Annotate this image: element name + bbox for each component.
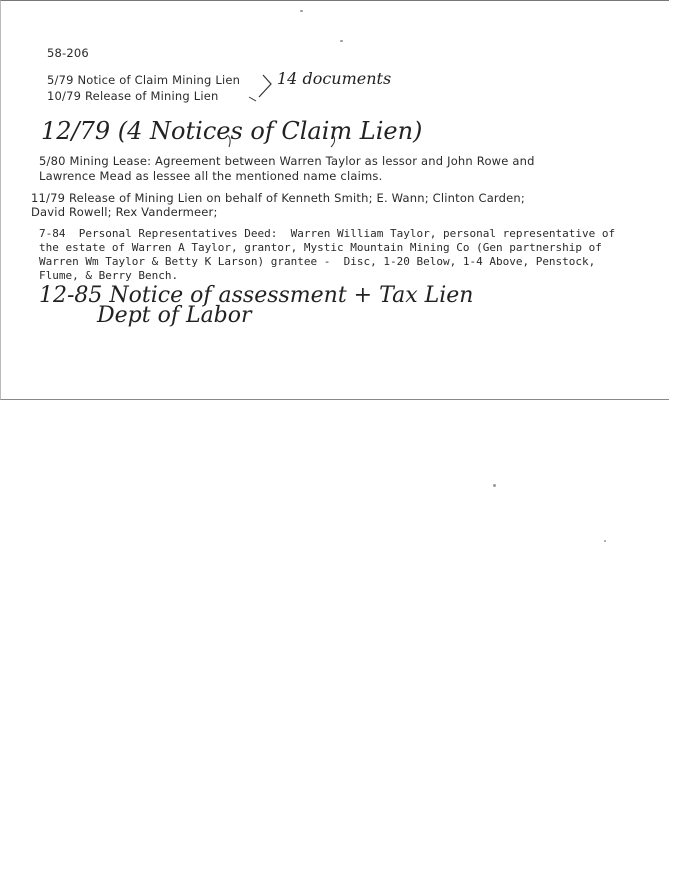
entry-mining-lease-cont: Lawrence Mead as lessee all the mentioned name claims. bbox=[39, 169, 383, 183]
handwritten-1285-note: 12-85 Notice of assessment + Tax Lien bbox=[39, 283, 474, 308]
entry-deed-cont-3: Flume, & Berry Bench. bbox=[39, 269, 179, 282]
entry-release-behalf-cont: David Rowell; Rex Vandermeer; bbox=[31, 205, 218, 219]
entry-deed: 7-84 Personal Representatives Deed: Warren William Taylor, personal representative of bbox=[39, 227, 616, 240]
scan-speck bbox=[493, 484, 496, 487]
entry-deed-cont-1: the estate of Warren A Taylor, grantor, Mystic Mountain Mining Co (Gen partnership of bbox=[39, 241, 602, 254]
scan-speck bbox=[604, 540, 606, 542]
entry-release-behalf: 11/79 Release of Mining Lien on behalf of Kenneth Smith; E. Wann; Clinton Carden; bbox=[31, 191, 526, 205]
index-card bbox=[0, 0, 669, 400]
handwritten-documents-note: 14 documents bbox=[277, 69, 392, 88]
entry-notice-claim: 5/79 Notice of Claim Mining Lien bbox=[47, 73, 241, 87]
entry-mining-lease: 5/80 Mining Lease: Agreement between Warren Taylor as lessor and John Rowe and bbox=[39, 154, 535, 168]
scan-speck bbox=[300, 10, 303, 12]
handwritten-1285-note-cont: Dept of Labor bbox=[97, 303, 252, 328]
handwritten-1279-note: 12/79 (4 Notices of Claim Lien) bbox=[41, 117, 423, 145]
entry-deed-cont-2: Warren Wm Taylor & Betty K Larson) grantee - Disc, 1-20 Below, 1-4 Above, Penstock, bbox=[39, 255, 596, 268]
file-number: 58-206 bbox=[47, 46, 89, 60]
entry-release-lien: 10/79 Release of Mining Lien bbox=[47, 89, 219, 103]
scan-speck bbox=[340, 40, 343, 42]
